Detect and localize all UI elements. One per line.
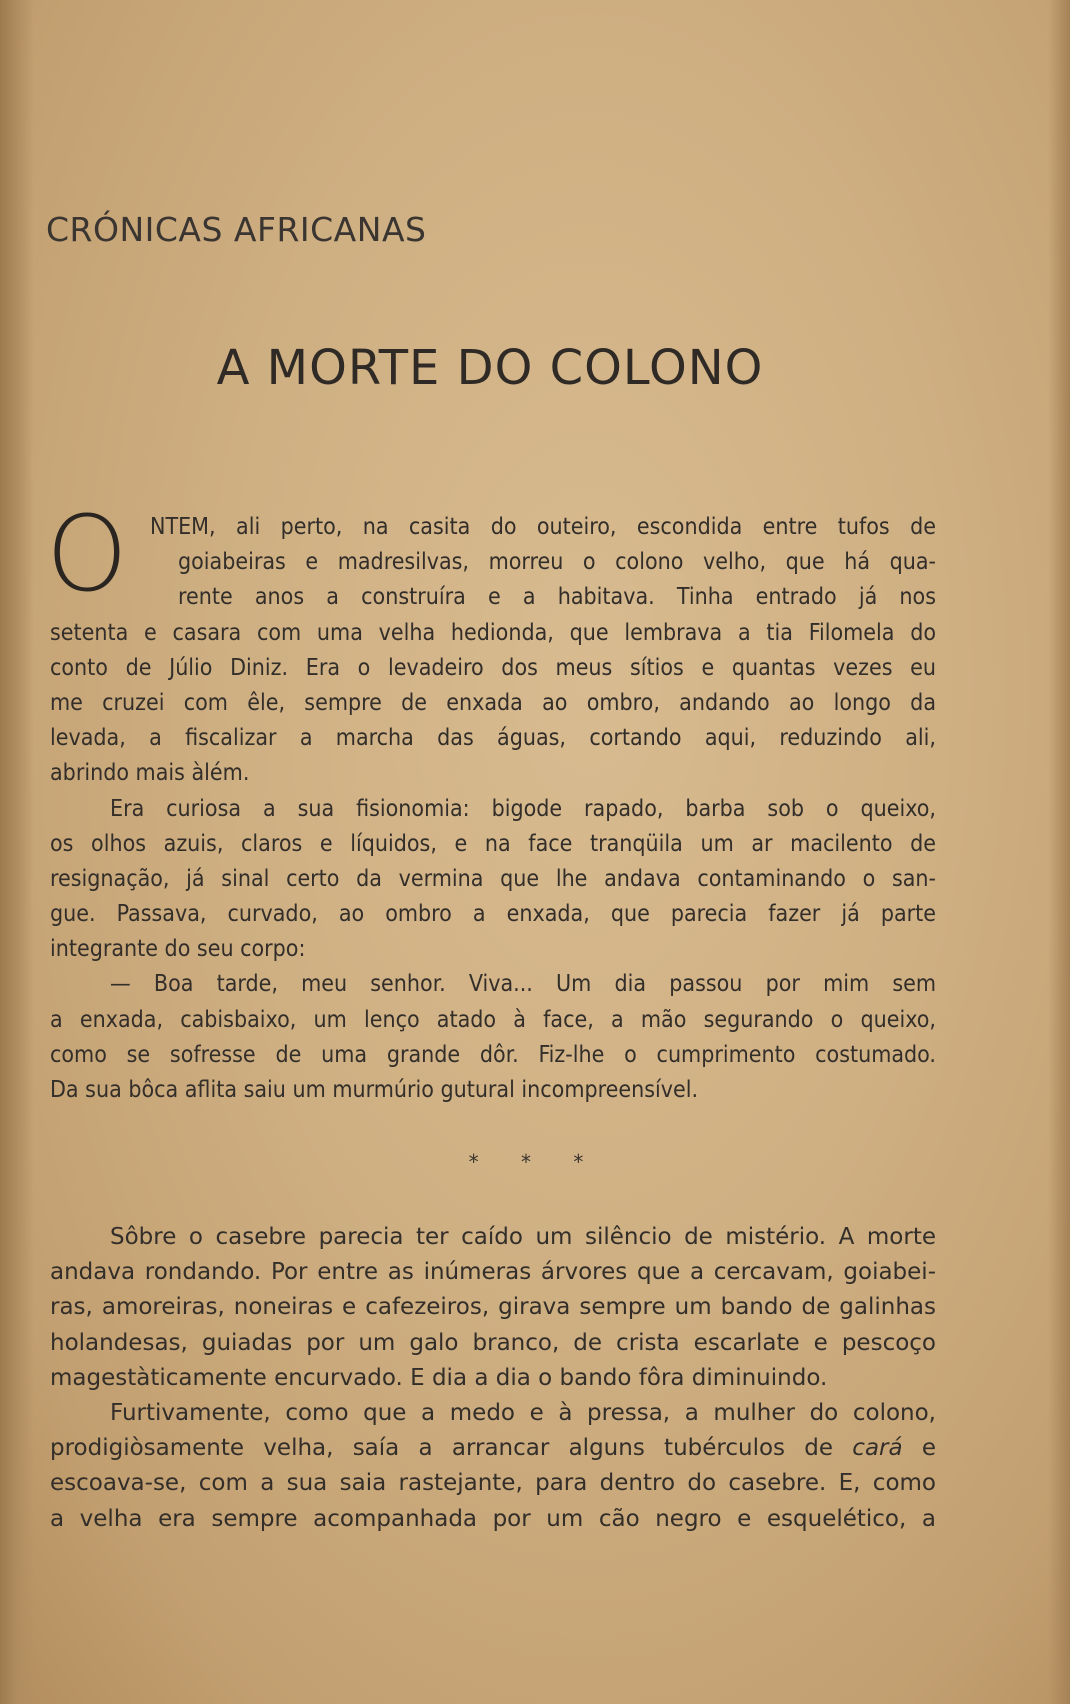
text-line: os olhos azuis, claros e líquidos, e na face tranqüila um ar macilento de xyxy=(50,830,936,857)
italic-word: cará xyxy=(852,1435,903,1462)
section-1-text xyxy=(46,493,936,1108)
text-line: abrindo mais àlém. xyxy=(50,760,250,787)
text-line: me cruzei com êle, sempre de enxada ao ombro, andando ao longo da xyxy=(50,689,936,716)
drop-cap-block xyxy=(46,493,936,616)
chapter-title: A MORTE DO COLONO xyxy=(216,340,764,396)
text-line: goiabeiras e madresilvas, morreu o colono velho, que há qua- xyxy=(178,549,936,576)
text-line: a enxada, cabisbaixo, um lenço atado à face, a mão segurando o queixo, xyxy=(50,1006,936,1033)
text-line: Era curiosa a sua fisionomia: bigode rapado, barba sob o queixo, xyxy=(110,795,936,822)
text-line: integrante do seu corpo: xyxy=(50,936,306,963)
drop-cap-letter: O xyxy=(46,493,128,615)
text-line: escoava-se, com a sua saia rastejante, para dentro do casebre. E, como xyxy=(50,1470,936,1497)
text-line: rente anos a construíra e a habitava. Tinha entrado já nos xyxy=(178,584,936,611)
text-line: setenta e casara com uma velha hedionda, que lembrava a tia Filomela do xyxy=(50,619,936,646)
section-separator: * * * xyxy=(468,1150,602,1174)
text-line: magestàticamente encurvado. E dia a dia o bando fôra diminuindo. xyxy=(50,1364,828,1391)
text-line: — Boa tarde, meu senhor. Viva... Um dia passou por mim sem xyxy=(110,971,936,998)
running-header: CRÓNICAS AFRICANAS xyxy=(46,210,427,249)
text-line: como se sofresse de uma grande dôr. Fiz-lhe o cumprimento costumado. xyxy=(50,1041,936,1068)
text-segment: prodigiòsamente velha, saía a arrancar alguns tubérculos de xyxy=(50,1435,834,1462)
text-line: Furtivamente, como que a medo e à pressa, a mulher do colono, xyxy=(110,1399,936,1426)
text-line: Sôbre o casebre parecia ter caído um silêncio de mistério. A morte xyxy=(110,1224,936,1250)
section-2-text xyxy=(50,1220,936,1537)
text-line: ras, amoreiras, noneiras e cafezeiros, girava sempre um bando de galinhas xyxy=(50,1294,936,1321)
text-line: a velha era sempre acompanhada por um cão negro e esquelético, a xyxy=(50,1505,936,1532)
text-line: gue. Passava, curvado, ao ombro a enxada, que parecia fazer já parte xyxy=(50,901,936,928)
text-line: holandesas, guiadas por um galo branco, de crista escarlate e pescoço xyxy=(50,1329,936,1356)
text-line: levada, a fiscalizar a marcha das águas, cortando aqui, reduzindo ali, xyxy=(50,725,936,752)
text-line xyxy=(50,1431,936,1466)
text-line: Da sua bôca aflita saiu um murmúrio gutural incompreensível. xyxy=(50,1077,699,1103)
text-line: resignação, já sinal certo da vermina que lhe andava contaminando o san- xyxy=(50,865,936,892)
text-segment: e xyxy=(921,1435,937,1462)
text-line: andava rondando. Por entre as inúmeras árvores que a cercavam, goiabei- xyxy=(50,1259,936,1286)
text-line: conto de Júlio Diniz. Era o levadeiro dos meus sítios e quantas vezes eu xyxy=(50,654,936,681)
text-line: NTEM, ali perto, na casita do outeiro, escondida entre tufos de xyxy=(150,514,936,540)
